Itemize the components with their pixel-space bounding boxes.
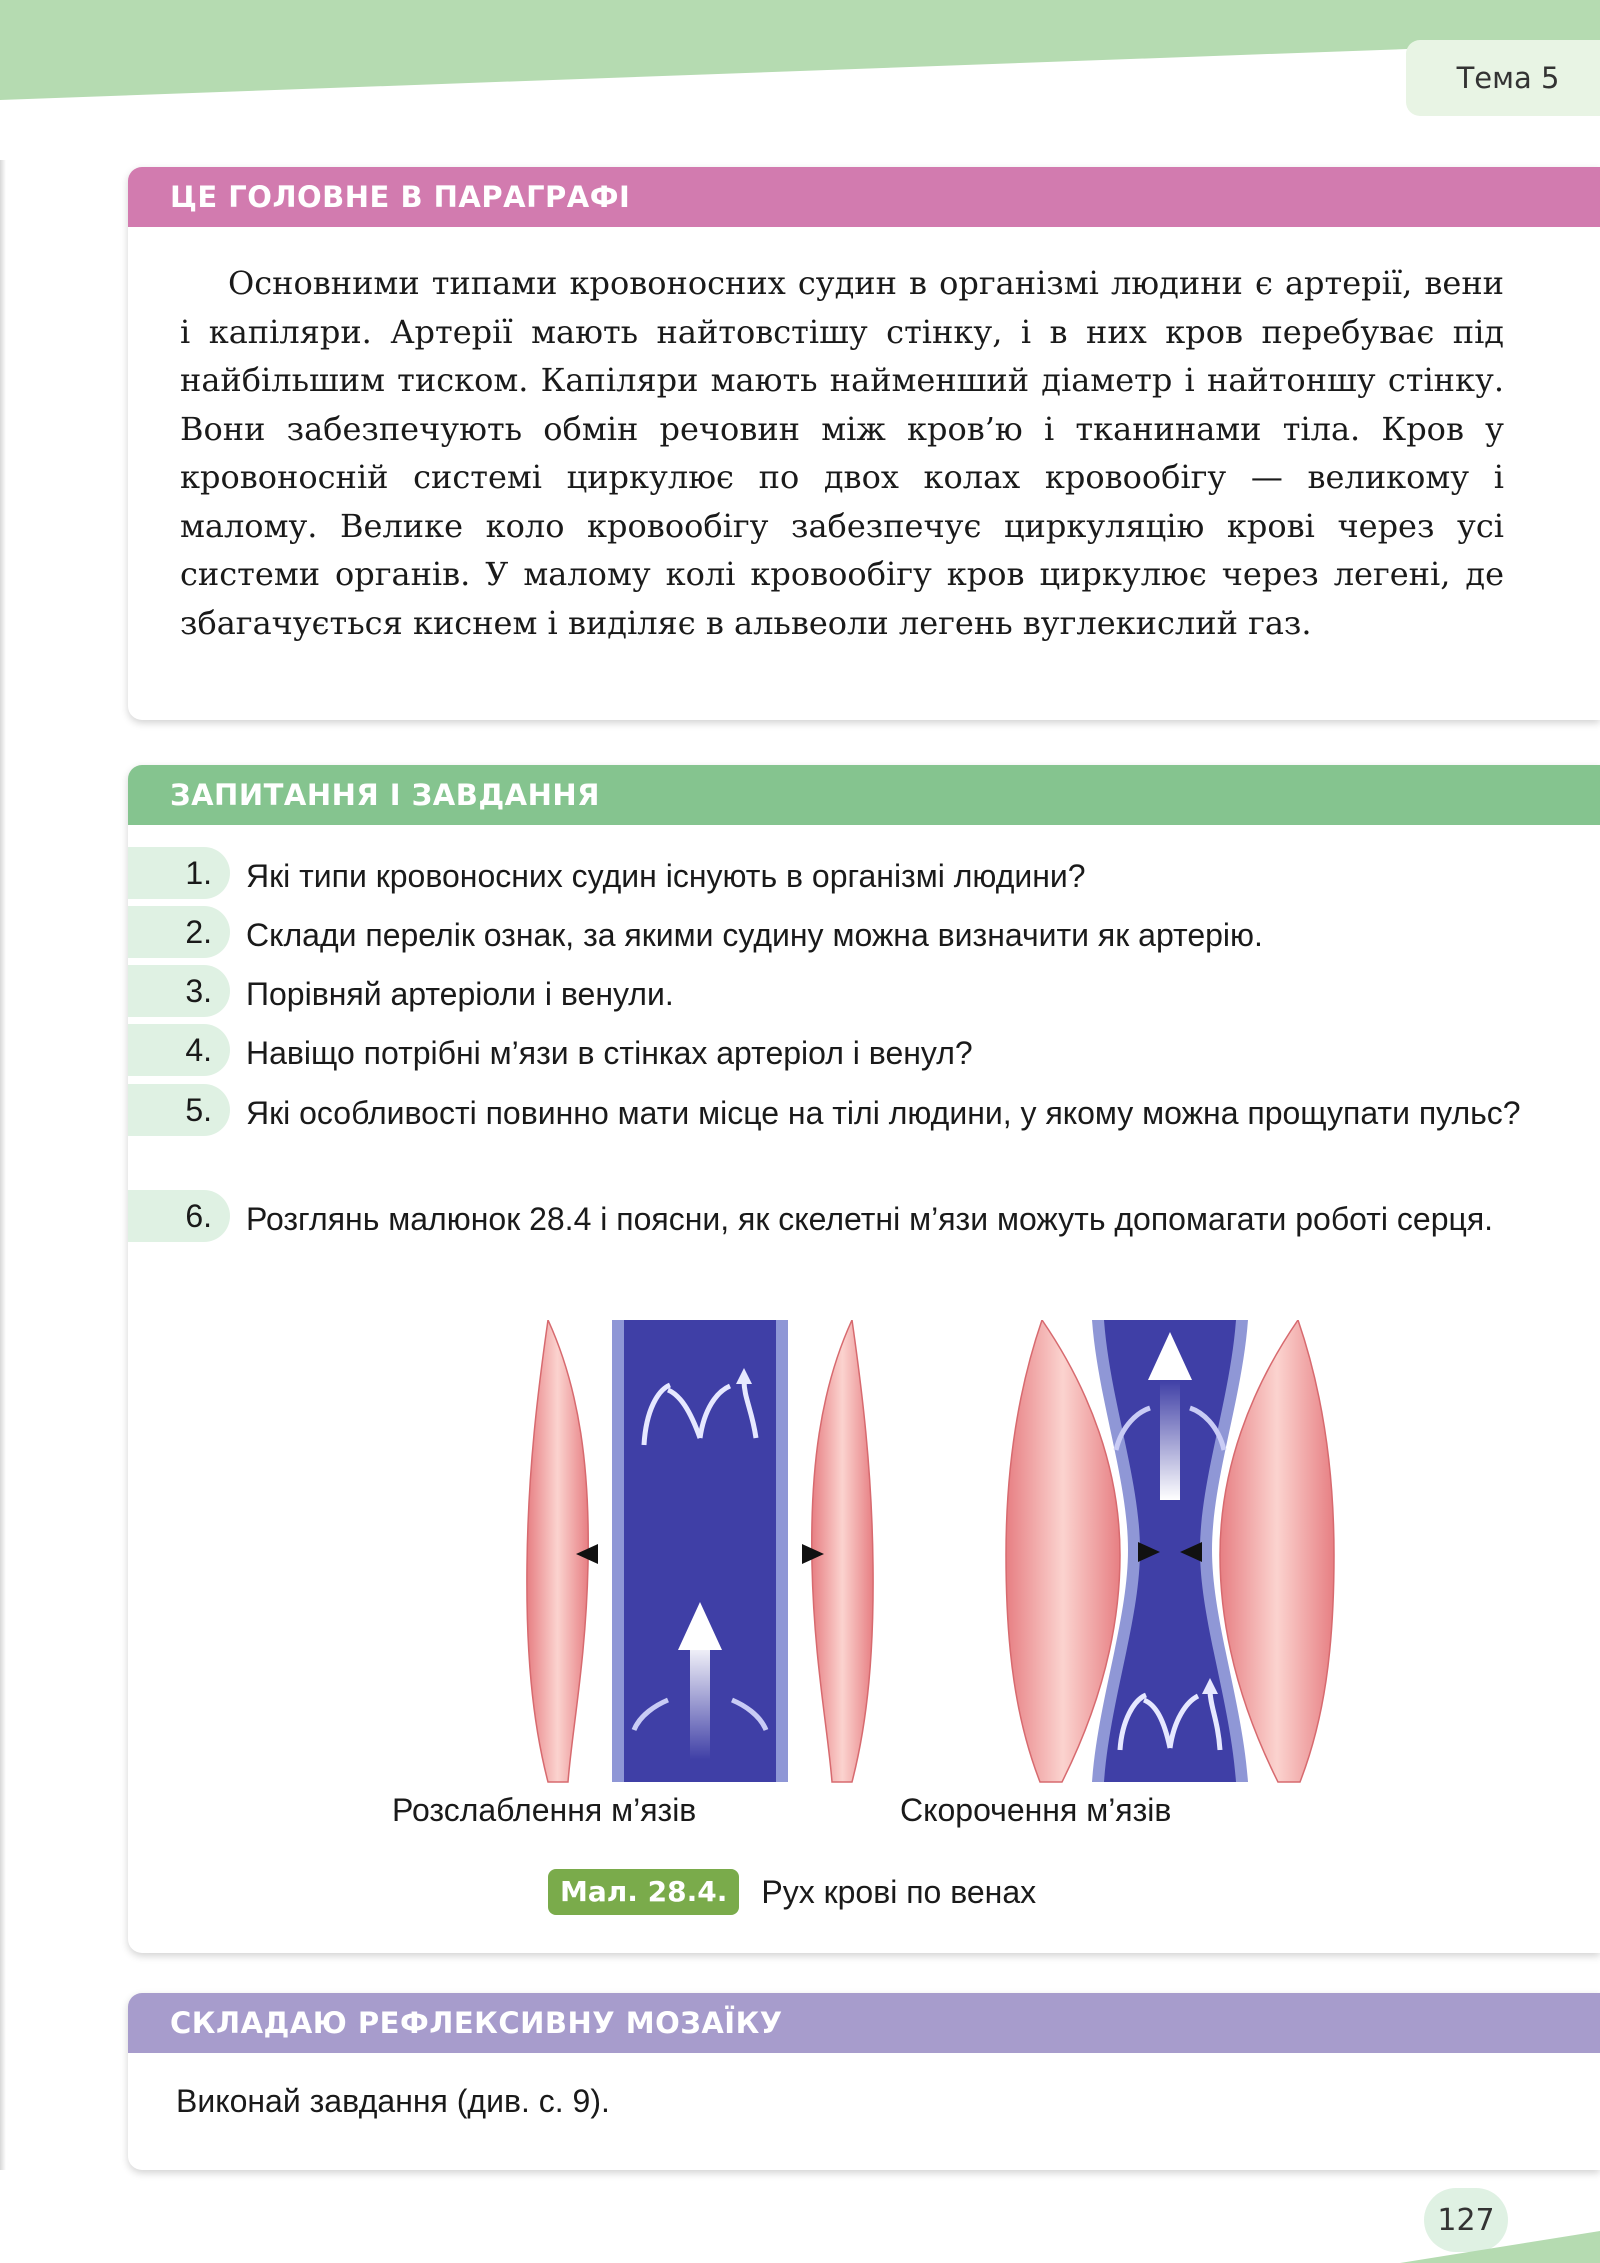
reflex-instruction: Виконай завдання (див. с. 9).: [176, 2083, 610, 2119]
bottom-decorative-wedge: [1400, 2231, 1600, 2263]
question-text: Порівняй артеріоли і венули.: [246, 976, 674, 1012]
summary-section: [128, 167, 1600, 720]
questions-header: ЗАПИТАННЯ І ЗАВДАННЯ: [128, 765, 1600, 825]
vein-muscle-illustration: [400, 1320, 1380, 1790]
question-text: Навіщо потрібні м’язи в стінках артеріол і венул?: [246, 1035, 973, 1071]
figure-number-badge: Мал. 28.4.: [548, 1869, 739, 1915]
question-number: 6.: [185, 1198, 212, 1234]
questions-section: [128, 765, 1600, 1953]
question-text: Які особливості повинно мати місце на тілі людини, у якому можна прощупати пульс?: [246, 1095, 1521, 1131]
topic-tab: [1406, 40, 1600, 116]
question-text: Розглянь малюнок 28.4 і поясни, як скелетні м’язи можуть допомагати роботі серця.: [246, 1201, 1494, 1237]
top-decorative-band: [0, 0, 1600, 100]
topic-label: Тема 5: [1456, 61, 1560, 95]
reflex-section: [128, 1993, 1600, 2170]
flow-arrow-shaft: [1160, 1380, 1180, 1500]
figure-title: Рух крові по венах: [761, 1873, 1037, 1910]
question-number: 1.: [185, 855, 212, 891]
page-edge-shadow: [0, 160, 6, 2170]
flow-arrow-shaft: [690, 1640, 710, 1760]
question-text: Склади перелік ознак, за якими судину можна визначити як артерію.: [246, 917, 1263, 953]
question-number: 2.: [185, 914, 212, 950]
question-number: 4.: [185, 1032, 212, 1068]
relaxed-muscles-diagram: [527, 1320, 873, 1782]
figure-caption: [548, 1868, 1036, 1916]
summary-header: ЦЕ ГОЛОВНЕ В ПАРАГРАФІ: [128, 167, 1600, 227]
summary-paragraph: Основними типами кровоносних судин в організмі людини є артерії, вени і капіляри. Артерії мають найтовстішу стінку, і в них кров перебуває під найбільшим тиском. Капіляри мають найменший діаметр і найтоншу стінку. Вони забезпечують обмін речовин між кров’ю і тканинами тіла. Кров у кровоносній системі циркулює по двох колах кровообігу — великому і малому. Велике коло кровообігу забезпечує циркуляцію крові через усі системи органів. У малому колі кровообігу кров циркулює через легені, де збагачується киснем і виділяє в альвеоли легень вуглекислий газ.: [180, 264, 1504, 642]
question-text: Які типи кровоносних судин існують в організмі людини?: [246, 858, 1086, 894]
reflex-header: СКЛАДАЮ РЕФЛЕКСИВНУ МОЗАЇКУ: [128, 1993, 1600, 2053]
contracted-muscles-label: Скорочення м’язів: [900, 1792, 1172, 1828]
left-muscle: [527, 1320, 588, 1782]
contracted-muscles-diagram: [1006, 1320, 1334, 1782]
page-number: 127: [1424, 2188, 1508, 2252]
relaxed-muscles-label: Розслаблення м’язів: [392, 1792, 697, 1828]
question-number: 3.: [185, 973, 212, 1009]
right-muscle: [812, 1320, 873, 1782]
question-number: 5.: [185, 1092, 212, 1128]
